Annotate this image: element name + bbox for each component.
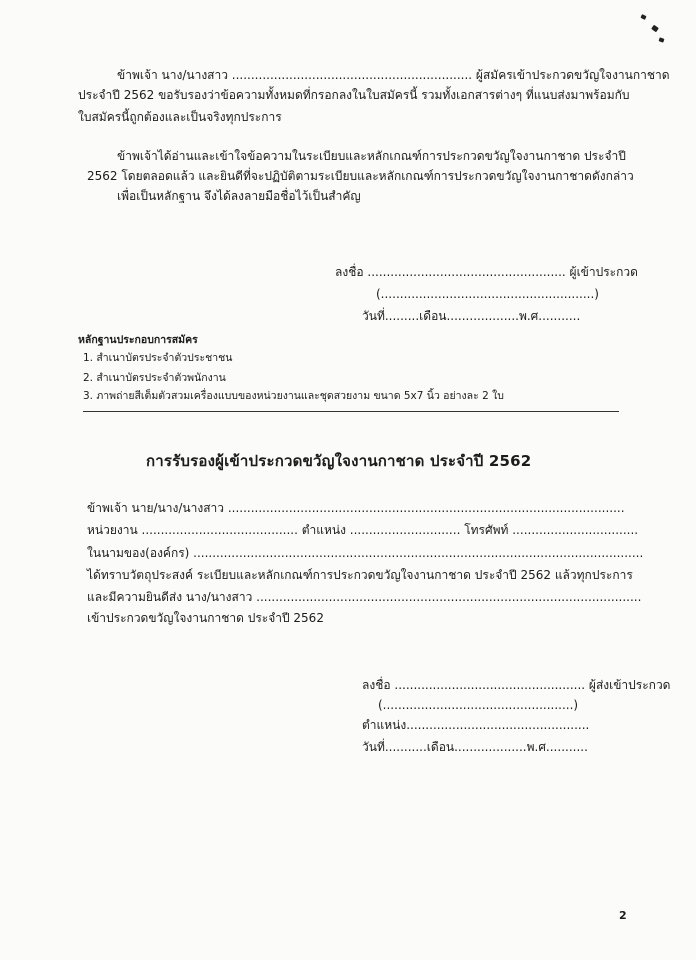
- sender-sign-line: ลงชื่อ .................................................. ผู้ส่งเข้าประกวด: [362, 678, 671, 692]
- certification-line-1: ข้าพเจ้า นาย/นาง/นางสาว ........................................................................................................: [87, 501, 625, 515]
- sender-position-line: ตำแหน่ง................................................: [362, 718, 590, 732]
- declaration-line-1: ข้าพเจ้า นาง/นางสาว ............................................................... ผู้สมัครเข้าประกวดขวัญใจงานกาชาด: [117, 68, 670, 82]
- certification-line-2: หน่วยงาน ......................................... ตำแหน่ง ............................. โทรศัพท์ .................................: [87, 523, 639, 537]
- documents-item-3: 3. ภาพถ่ายสีเต็มตัวสวมเครื่องแบบของหน่วยงานและชุดสวยงาม ขนาด 5x7 นิ้ว อย่างละ 2 ใบ: [83, 390, 504, 402]
- scan-speck: [658, 37, 664, 42]
- certification-title: การรับรองผู้เข้าประกวดขวัญใจงานกาชาด ประจำปี 2562: [146, 452, 532, 470]
- declaration-line-6: เพื่อเป็นหลักฐาน จึงได้ลงลายมือชื่อไว้เป็นสำคัญ: [117, 189, 361, 203]
- scan-speck: [651, 25, 659, 33]
- documents-item-1: 1. สำเนาบัตรประจำตัวประชาชน: [83, 352, 233, 364]
- declaration-line-3: ใบสมัครนี้ถูกต้องและเป็นจริงทุกประการ: [78, 110, 282, 124]
- section-divider: [83, 411, 619, 412]
- sender-name-line: (..................................................): [378, 698, 579, 712]
- applicant-sign-line: ลงชื่อ .................................................... ผู้เข้าประกวด: [335, 265, 638, 279]
- page-number: 2: [619, 909, 627, 922]
- declaration-line-5: 2562 โดยตลอดแล้ว และยินดีที่จะปฏิบัติตามระเบียบและหลักเกณฑ์การประกวดขวัญใจงานกาชาดดังกล่าว: [87, 169, 634, 183]
- documents-heading: หลักฐานประกอบการสมัคร: [78, 334, 198, 346]
- applicant-name-line: (........................................................): [376, 287, 599, 301]
- scan-speck: [640, 14, 646, 20]
- declaration-line-2: ประจำปี 2562 ขอรับรองว่าข้อความทั้งหมดที่กรอกลงในใบสมัครนี้ รวมทั้งเอกสารต่างๆ ที่แนบส่งมาพร้อมกับ: [78, 88, 630, 102]
- certification-line-6: เข้าประกวดขวัญใจงานกาชาด ประจำปี 2562: [87, 611, 324, 625]
- declaration-line-4: ข้าพเจ้าได้อ่านและเข้าใจข้อความในระเบียบและหลักเกณฑ์การประกวดขวัญใจงานกาชาด ประจำปี: [117, 149, 626, 163]
- certification-line-4: ได้ทราบวัตถุประสงค์ ระเบียบและหลักเกณฑ์การประกวดขวัญใจงานกาชาด ประจำปี 2562 แล้วทุกประการ: [87, 568, 633, 582]
- certification-line-5: และมีความยินดีส่ง นาง/นางสาว .....................................................................................................: [87, 590, 642, 604]
- sender-date-line: วันที่...........เดือน...................พ.ศ...........: [362, 740, 588, 754]
- certification-line-3: ในนามของ(องค์กร) ......................................................................................................................: [87, 546, 644, 560]
- documents-item-2: 2. สำเนาบัตรประจำตัวพนักงาน: [83, 372, 226, 384]
- applicant-date-line: วันที่.........เดือน...................พ.ศ...........: [362, 309, 581, 323]
